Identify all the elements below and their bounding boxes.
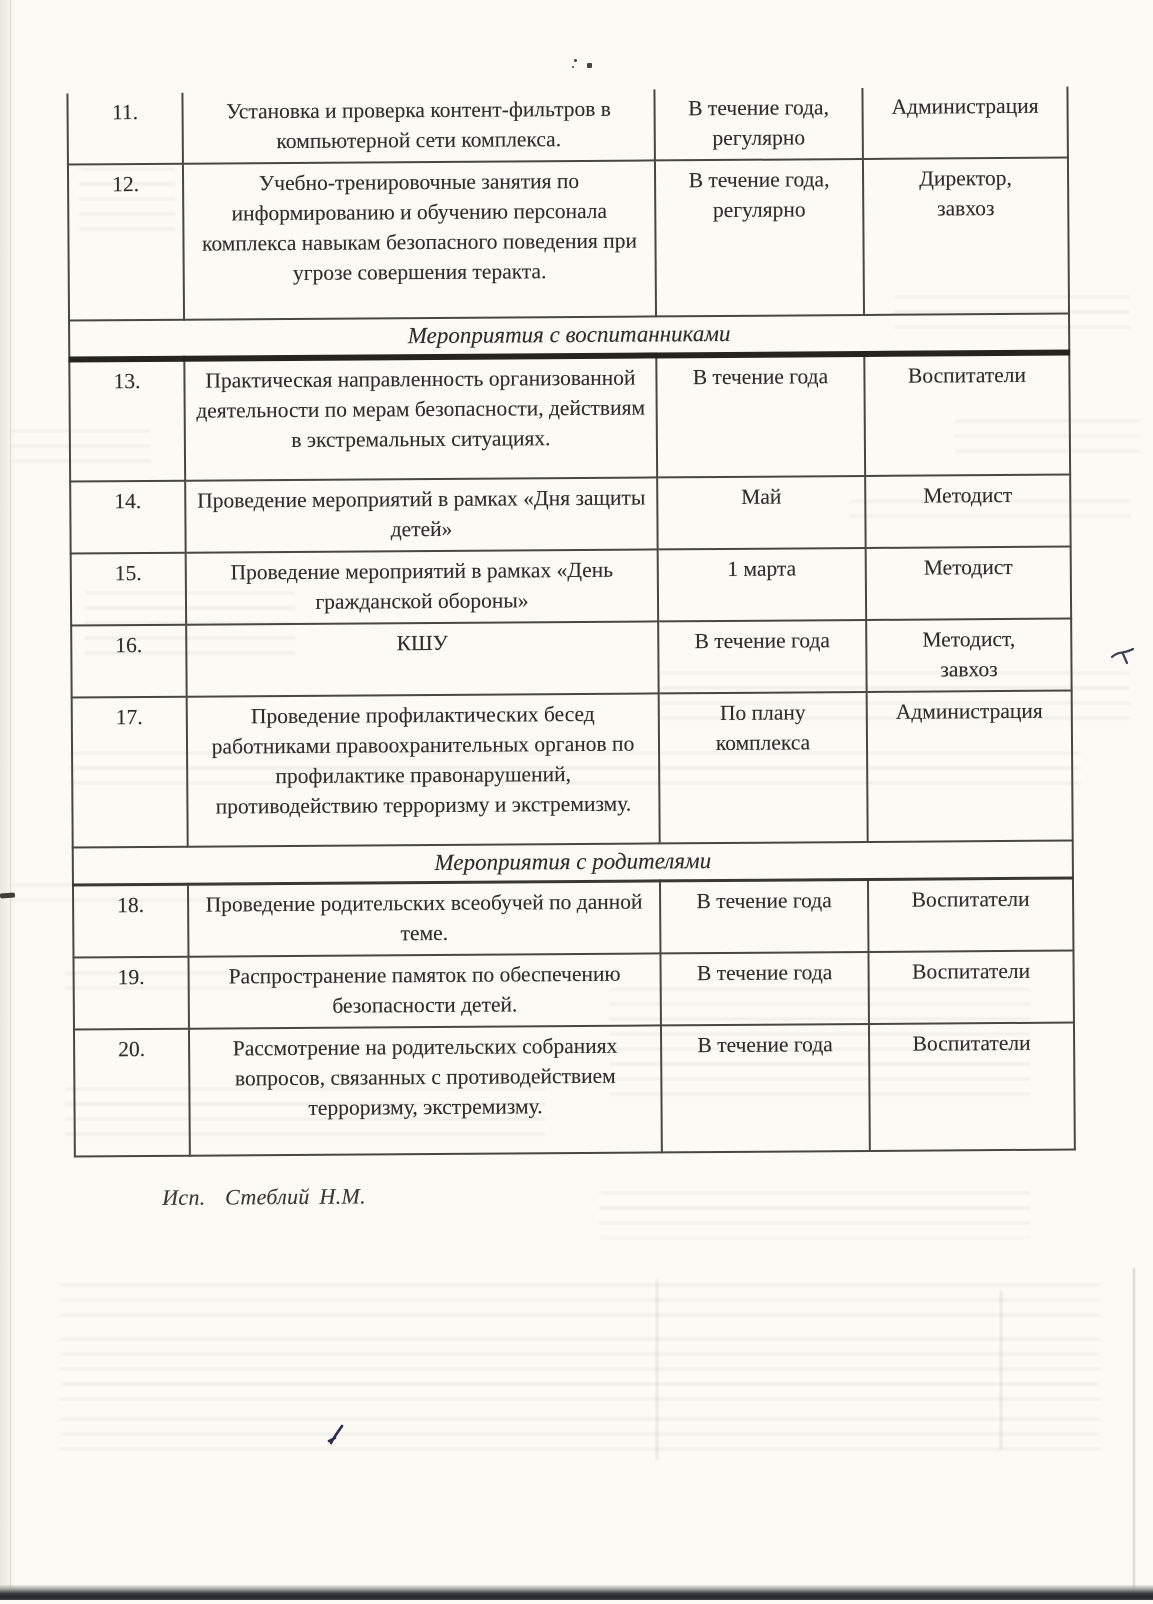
period-cell: Май <box>657 476 865 549</box>
responsible-cell: Методист <box>865 475 1070 548</box>
activity-cell: Практическая направленность организованной деятельности по мерам безопасности, действиям в экстремальных ситуациях. <box>184 355 657 480</box>
row-number: 18. <box>73 884 189 957</box>
ink-speck <box>587 63 592 68</box>
table-row <box>70 475 1070 554</box>
responsible-cell: Методист <box>866 547 1071 620</box>
period-cell: В течение года <box>660 879 869 953</box>
activity-cell: Рассмотрение на родительских собраниях вопросов, связанных с противодействием терроризму, экстремизму. <box>189 1025 662 1155</box>
period-cell: В течение года, регулярно <box>655 159 864 316</box>
activity-cell: Проведение профилактических бесед работниками правоохранительных органов по профилактике правонарушений, противодействию терроризму и экстремизму. <box>187 693 660 846</box>
table-row <box>71 547 1071 626</box>
row-number: 12. <box>68 164 184 321</box>
table-row <box>71 619 1071 698</box>
ink-speck <box>572 66 574 68</box>
section-title: Мероприятия с родителями <box>73 841 1073 885</box>
row-number: 14. <box>70 481 185 554</box>
table-row <box>67 87 1067 165</box>
period-cell: В течение года <box>660 952 868 1025</box>
table-row <box>74 1023 1075 1157</box>
responsible-cell: Администрация <box>862 87 1067 159</box>
row-number: 15. <box>71 553 186 626</box>
period-cell: 1 марта <box>658 548 866 621</box>
period-cell: В течение года <box>656 354 865 477</box>
row-number: 16. <box>71 625 186 698</box>
pen-tick-mark <box>1110 646 1136 671</box>
responsible-cell: Воспитатели <box>868 878 1074 952</box>
activity-cell: КШУ <box>186 621 658 696</box>
responsible-cell: Воспитатели <box>869 1023 1075 1151</box>
responsible-cell: Воспитатели <box>868 951 1073 1024</box>
activities-table <box>66 87 1075 1158</box>
period-cell: По плану комплекса <box>659 692 868 843</box>
row-number: 11. <box>67 93 182 165</box>
margin-dash-mark <box>0 892 15 898</box>
activity-cell: Проведение родительских всеобучей по данной теме. <box>188 881 660 957</box>
row-number: 13. <box>69 359 185 482</box>
table-row <box>72 691 1073 848</box>
scan-edge-bottom <box>0 1585 1153 1600</box>
scan-edge-left <box>0 0 16 1600</box>
activity-cell: Учебно-тренировочные занятия по информированию и обучению персонала комплекса навыкам безопасного поведения при угрозе совершения теракта. <box>183 160 656 319</box>
table-row <box>73 951 1073 1030</box>
responsible-cell: Администрация <box>867 691 1073 842</box>
activity-cell: Проведение мероприятий в рамках «Дня защиты детей» <box>185 477 657 552</box>
activity-cell: Установка и проверка контент-фильтров в компьютерной сети комплекса. <box>182 89 654 163</box>
ink-speck <box>574 59 577 62</box>
responsible-cell: Методист, завхоз <box>866 619 1071 692</box>
executor-note: Исп. Стеблий Н.М. <box>162 1183 366 1210</box>
row-number: 19. <box>73 957 188 1030</box>
table-row <box>68 158 1069 321</box>
table-row <box>73 878 1073 957</box>
activity-cell: Проведение мероприятий в рамках «День гражданской обороны» <box>186 549 658 624</box>
period-cell: В течение года <box>661 1024 870 1152</box>
row-number: 20. <box>74 1029 190 1157</box>
activity-cell: Распространение памяток по обеспечению безопасности детей. <box>188 953 660 1028</box>
section-title: Мероприятия с воспитанниками <box>69 314 1069 360</box>
ink-flick-mark <box>326 1424 346 1451</box>
responsible-cell: Воспитатели <box>864 353 1070 476</box>
period-cell: В течение года, регулярно <box>654 88 862 160</box>
row-number: 17. <box>72 697 188 848</box>
scan-edge-left-line <box>10 0 11 1600</box>
responsible-cell: Директор, завхоз <box>863 158 1069 315</box>
table-row <box>69 353 1070 482</box>
period-cell: В течение года <box>658 620 866 693</box>
